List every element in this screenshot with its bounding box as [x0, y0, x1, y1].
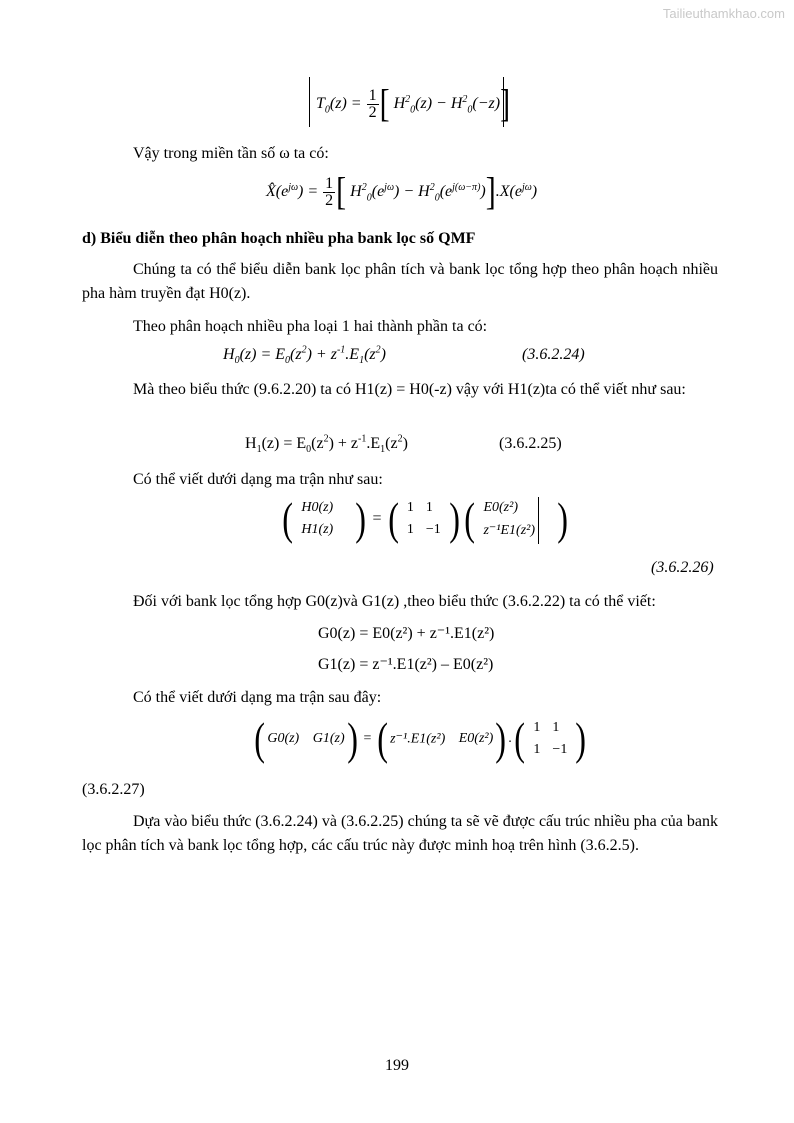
- paragraph-matrix: Có thể viết dưới dạng ma trận như sau:: [133, 471, 383, 488]
- paragraph-since: Mà theo biểu thức (9.6.2.20) ta có H1(z) = H0(-z) vậy với H1(z)ta có thể viết như sau:: [133, 381, 686, 398]
- matrix-lhs-h1: H1(z): [301, 522, 334, 537]
- matrix-right-bar: [538, 497, 539, 544]
- paragraph-synthesis: Đối với bank lọc tổng hợp G0(z)và G1(z) ,theo biểu thức (3.6.2.22) ta có thể viết:: [133, 593, 656, 610]
- matrix-equation-26: ( H0(z) H1(z) ) = ( 1 1 1 −1 )( E0(z²) z⁻¹E1(z²) ): [282, 493, 569, 544]
- paragraph-intro: Chúng ta có thể biểu diễn bank lọc phân tích và bank lọc tổng hợp theo phân hoạch nhiều pha hàm truyền đạt H0(z).: [82, 261, 718, 302]
- equation-t0: $T_0(z)$ = $\frac{1}{2}$ [ $H^2_0(z) - H^2_0(-z)$]: [316, 82, 511, 126]
- paragraph-type1: Theo phân hoạch nhiều pha loại 1 hai thành phần ta có:: [133, 318, 488, 335]
- equation-x-hat: $X̂(e^{j\omega})$ = $\frac{1}{2}$ [ $H^2_0(e^{j\omega}) - H^2_0(e^{j(\omega-\pi)})].X(e^{j\omega})$: [266, 170, 538, 214]
- left-bar: [309, 77, 310, 127]
- equation-number-25: (3.6.2.25): [499, 435, 562, 452]
- watermark: Tailieuthamkhao.com: [662, 6, 785, 21]
- equation-g0: G0(z) = E0(z²) + z⁻¹.E1(z²): [318, 625, 495, 642]
- equation-g1: G1(z) = z⁻¹.E1(z²) – E0(z²): [318, 656, 494, 673]
- paragraph-frequency-domain: Vậy trong miền tần số ω ta có:: [133, 145, 329, 162]
- matrix-equation-27: ( G0(z) G1(z)) = ( z⁻¹.E1(z²) E0(z²)) .( 1 1 1 −1 ): [254, 713, 587, 764]
- paragraph-conclusion: Dựa vào biểu thức (3.6.2.24) và (3.6.2.25) chúng ta sẽ vẽ được cấu trúc nhiều pha của bank lọc phân tích và bank lọc tổng hợp, các cấu trúc này được minh hoạ trên hình (3.6.2.5).: [82, 813, 718, 854]
- equation-3-6-2-24: $H_0(z) = E_0(z^2) + z^{-1}.E_1(z^2)$: [223, 344, 386, 367]
- equation-3-6-2-25: $H_1(z) = E_0(z^2) + z^{-1}.E_1(z^2)$: [245, 433, 408, 456]
- equation-number-27: (3.6.2.27): [82, 781, 145, 798]
- paragraph-matrix2: Có thể viết dưới dạng ma trận sau đây:: [133, 689, 382, 706]
- equation-number-24: (3.6.2.24): [522, 346, 585, 363]
- section-heading-d: d) Biểu diễn theo phân hoạch nhiều pha bank lọc số QMF: [82, 230, 476, 247]
- equation-number-26: (3.6.2.26): [651, 559, 714, 576]
- page-number: 199: [385, 1057, 409, 1074]
- matrix-lhs-h0: H0(z): [301, 500, 334, 515]
